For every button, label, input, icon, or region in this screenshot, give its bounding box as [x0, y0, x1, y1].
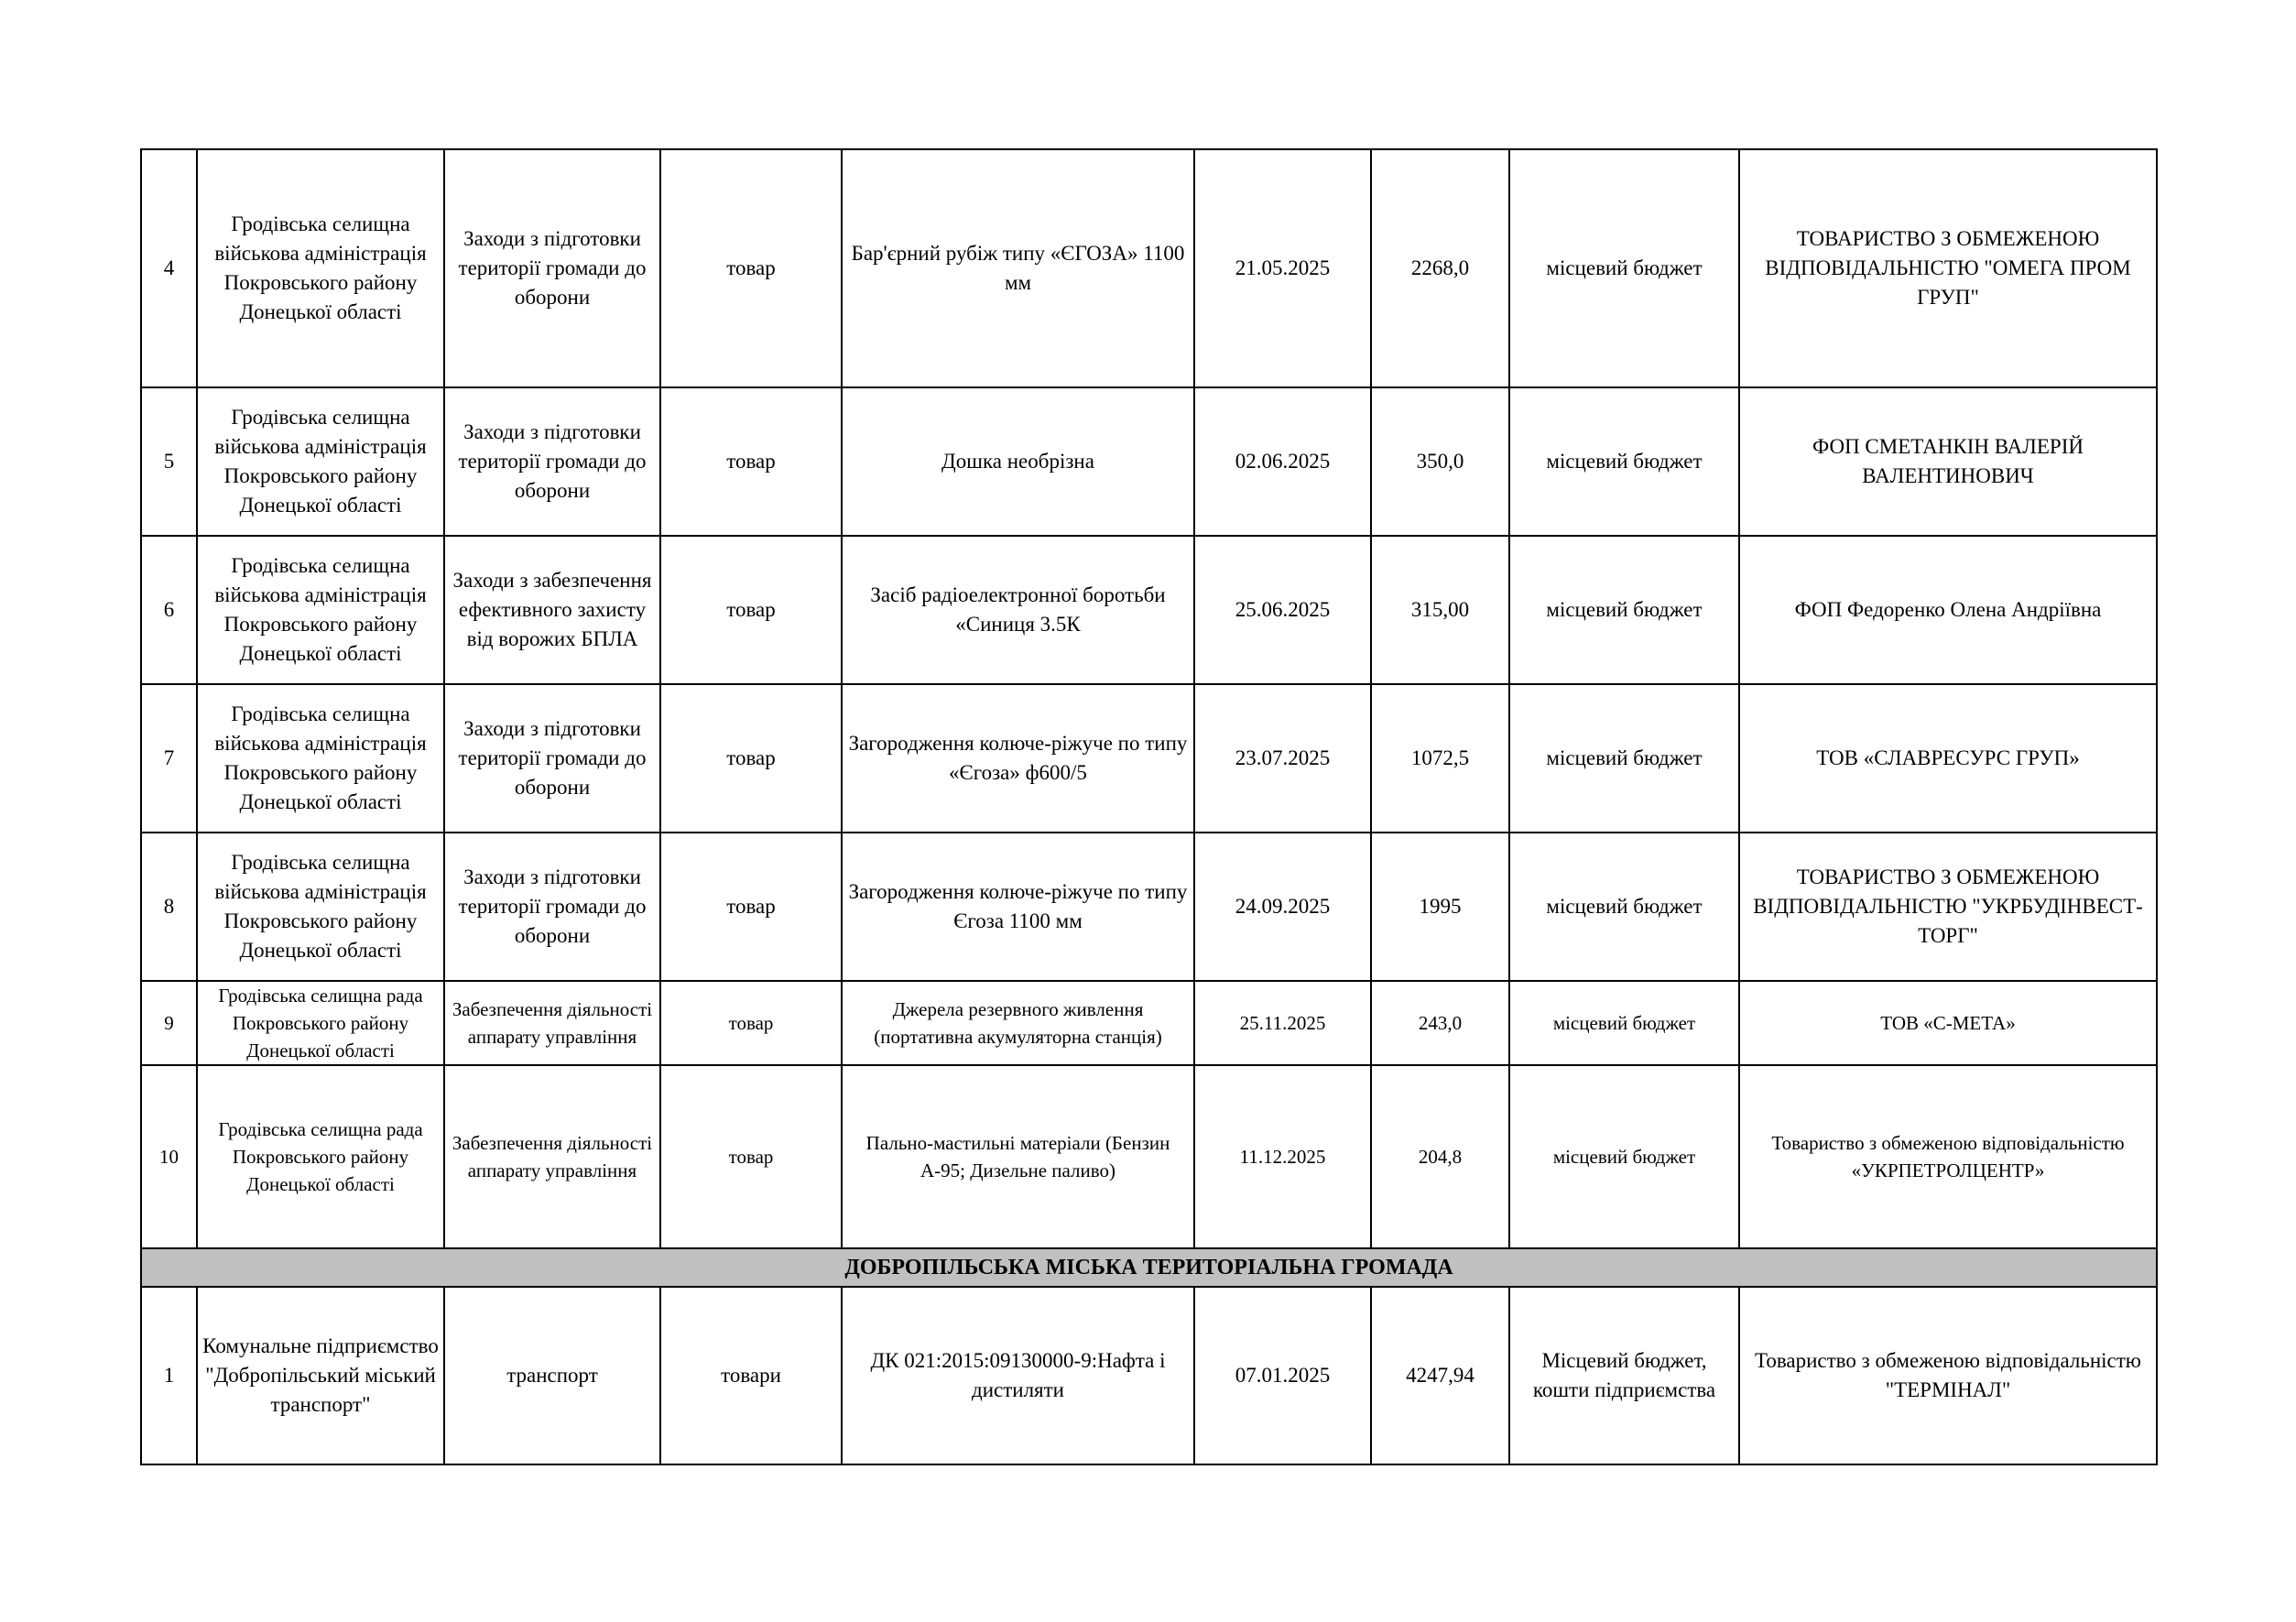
- cell-customer: Комунальне підприємство "Добропільський міський транспорт": [197, 1287, 444, 1464]
- cell-customer: Гродівська селищна військова адміністрація Покровського району Донецької області: [197, 387, 444, 536]
- cell-customer: Гродівська селищна рада Покровського району Донецької області: [197, 981, 444, 1065]
- cell-type: товар: [660, 149, 842, 387]
- cell-supplier: ТОВАРИСТВО З ОБМЕЖЕНОЮ ВІДПОВІДАЛЬНІСТЮ "ОМЕГА ПРОМ ГРУП": [1739, 149, 2157, 387]
- table-row: [141, 981, 2157, 1065]
- cell-subject: Загородження колюче-ріжуче по типу Єгоза 1100 мм: [842, 833, 1194, 981]
- cell-source: місцевий бюджет: [1509, 1065, 1739, 1248]
- cell-supplier: ФОП СМЕТАНКІН ВАЛЕРІЙ ВАЛЕНТИНОВИЧ: [1739, 387, 2157, 536]
- cell-subject: ДК 021:2015:09130000-9:Нафта і дистиляти: [842, 1287, 1194, 1464]
- cell-purpose: транспорт: [444, 1287, 660, 1464]
- cell-customer: Гродівська селищна військова адміністрація Покровського району Донецької області: [197, 149, 444, 387]
- cell-customer: Гродівська селищна військова адміністрація Покровського району Донецької області: [197, 833, 444, 981]
- table-row: [141, 1287, 2157, 1464]
- cell-type: товари: [660, 1287, 842, 1464]
- cell-source: місцевий бюджет: [1509, 981, 1739, 1065]
- cell-number: 6: [141, 536, 197, 684]
- cell-number: 5: [141, 387, 197, 536]
- cell-number: 1: [141, 1287, 197, 1464]
- cell-subject: Дошка необрізна: [842, 387, 1194, 536]
- section-title: ДОБРОПІЛЬСЬКА МІСЬКА ТЕРИТОРІАЛЬНА ГРОМАДА: [141, 1248, 2157, 1287]
- cell-customer: Гродівська селищна військова адміністрація Покровського району Донецької області: [197, 684, 444, 833]
- cell-date: 02.06.2025: [1194, 387, 1371, 536]
- cell-subject: Пально-мастильні матеріали (Бензин А-95; Дизельне паливо): [842, 1065, 1194, 1248]
- cell-amount: 350,0: [1371, 387, 1509, 536]
- cell-supplier: ТОВАРИСТВО З ОБМЕЖЕНОЮ ВІДПОВІДАЛЬНІСТЮ "УКРБУДІНВЕСТ-ТОРГ": [1739, 833, 2157, 981]
- cell-source: Місцевий бюджет, кошти підприємства: [1509, 1287, 1739, 1464]
- table-row: [141, 149, 2157, 387]
- cell-type: товар: [660, 1065, 842, 1248]
- cell-number: 4: [141, 149, 197, 387]
- cell-purpose: Забезпечення діяльності аппарату управління: [444, 1065, 660, 1248]
- procurement-table: [140, 148, 2158, 1465]
- cell-customer: Гродівська селищна рада Покровського району Донецької області: [197, 1065, 444, 1248]
- table-row: [141, 536, 2157, 684]
- cell-supplier: Товариство з обмеженою відповідальністю «УКРПЕТРОЛЦЕНТР»: [1739, 1065, 2157, 1248]
- cell-date: 23.07.2025: [1194, 684, 1371, 833]
- cell-amount: 315,00: [1371, 536, 1509, 684]
- cell-number: 10: [141, 1065, 197, 1248]
- cell-amount: 1995: [1371, 833, 1509, 981]
- cell-subject: Джерела резервного живлення (портативна акумуляторна станція): [842, 981, 1194, 1065]
- cell-amount: 2268,0: [1371, 149, 1509, 387]
- cell-number: 8: [141, 833, 197, 981]
- cell-type: товар: [660, 684, 842, 833]
- cell-purpose: Заходи з підготовки території громади до оборони: [444, 684, 660, 833]
- cell-date: 25.06.2025: [1194, 536, 1371, 684]
- cell-number: 7: [141, 684, 197, 833]
- cell-source: місцевий бюджет: [1509, 684, 1739, 833]
- cell-type: товар: [660, 536, 842, 684]
- cell-purpose: Забезпечення діяльності аппарату управління: [444, 981, 660, 1065]
- cell-purpose: Заходи з забезпечення ефективного захисту від ворожих БПЛА: [444, 536, 660, 684]
- cell-customer: Гродівська селищна військова адміністрація Покровського району Донецької області: [197, 536, 444, 684]
- cell-date: 24.09.2025: [1194, 833, 1371, 981]
- cell-source: місцевий бюджет: [1509, 833, 1739, 981]
- cell-purpose: Заходи з підготовки території громади до оборони: [444, 833, 660, 981]
- cell-date: 25.11.2025: [1194, 981, 1371, 1065]
- table-row: [141, 684, 2157, 833]
- cell-type: товар: [660, 387, 842, 536]
- cell-amount: 204,8: [1371, 1065, 1509, 1248]
- cell-type: товар: [660, 833, 842, 981]
- cell-supplier: Товариство з обмеженою відповідальністю "ТЕРМІНАЛ": [1739, 1287, 2157, 1464]
- cell-amount: 243,0: [1371, 981, 1509, 1065]
- cell-date: 07.01.2025: [1194, 1287, 1371, 1464]
- cell-type: товар: [660, 981, 842, 1065]
- cell-supplier: ТОВ «СЛАВРЕСУРС ГРУП»: [1739, 684, 2157, 833]
- cell-purpose: Заходи з підготовки території громади до оборони: [444, 387, 660, 536]
- cell-source: місцевий бюджет: [1509, 149, 1739, 387]
- cell-supplier: ФОП Федоренко Олена Андріївна: [1739, 536, 2157, 684]
- cell-amount: 1072,5: [1371, 684, 1509, 833]
- cell-supplier: ТОВ «С-МЕТА»: [1739, 981, 2157, 1065]
- table-row: [141, 1065, 2157, 1248]
- table-row: [141, 833, 2157, 981]
- cell-subject: Загородження колюче-ріжуче по типу «Єгоза» ф600/5: [842, 684, 1194, 833]
- section-header-row: [141, 1248, 2157, 1287]
- cell-amount: 4247,94: [1371, 1287, 1509, 1464]
- cell-date: 21.05.2025: [1194, 149, 1371, 387]
- cell-subject: Бар'єрний рубіж типу «ЄГОЗА» 1100 мм: [842, 149, 1194, 387]
- cell-subject: Засіб радіоелектронної боротьби «Синиця 3.5К: [842, 536, 1194, 684]
- cell-source: місцевий бюджет: [1509, 387, 1739, 536]
- cell-date: 11.12.2025: [1194, 1065, 1371, 1248]
- table-row: [141, 387, 2157, 536]
- cell-purpose: Заходи з підготовки території громади до оборони: [444, 149, 660, 387]
- cell-source: місцевий бюджет: [1509, 536, 1739, 684]
- cell-number: 9: [141, 981, 197, 1065]
